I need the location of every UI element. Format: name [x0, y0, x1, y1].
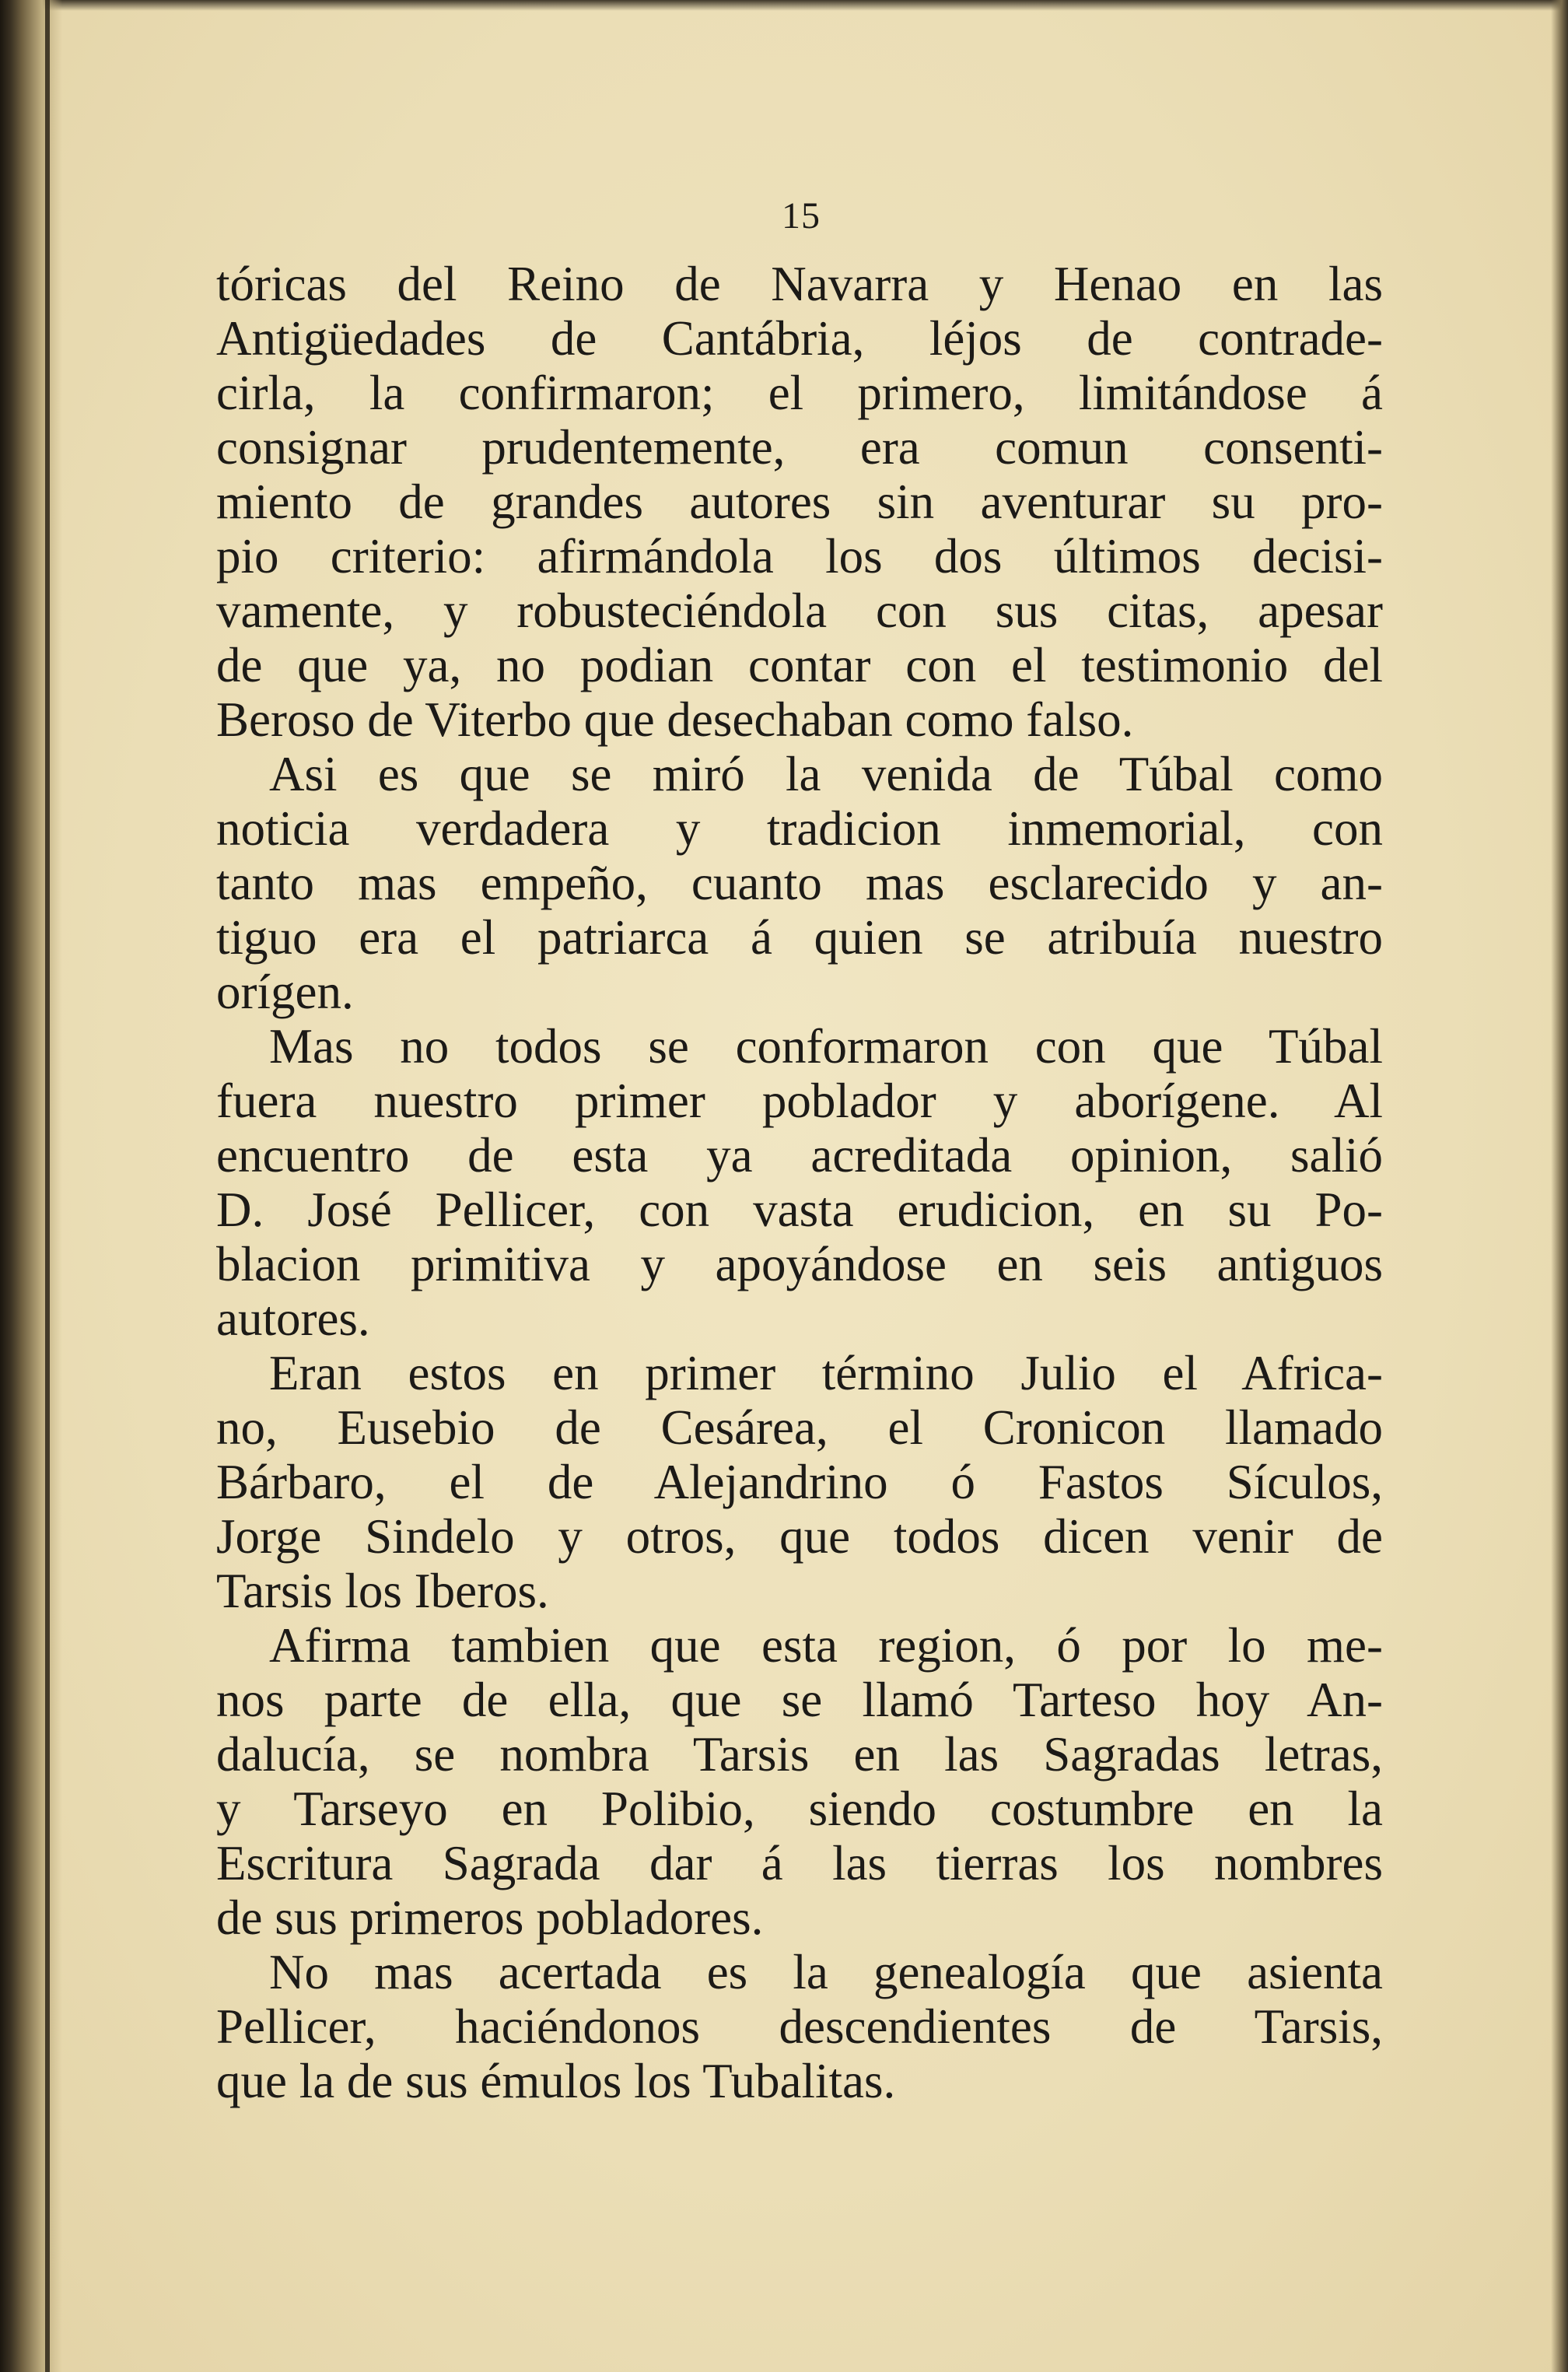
text-line: blacion primitiva y apoyándose en seis antiguos	[216, 1237, 1383, 1291]
page-top-edge	[0, 0, 1568, 11]
text-line: cirla, la confirmaron; el primero, limitándose á	[216, 366, 1383, 420]
text-line: dalucía, se nombra Tarsis en las Sagradas letras,	[216, 1727, 1383, 1782]
text-line: Jorge Sindelo y otros, que todos dicen venir de	[216, 1509, 1383, 1564]
text-line: Mas no todos se conformaron con que Túbal	[269, 1019, 1383, 1074]
text-line: Beroso de Viterbo que desechaban como falso.	[216, 692, 1134, 747]
text-line: tóricas del Reino de Navarra y Henao en las	[216, 257, 1383, 311]
page-number: 15	[782, 195, 821, 236]
text-line: Bárbaro, el de Alejandrino ó Fastos Sículos,	[216, 1455, 1383, 1509]
text-line: Escritura Sagrada dar á las tierras los nombres	[216, 1836, 1383, 1890]
text-line: D. José Pellicer, con vasta erudicion, en su Po-	[216, 1182, 1383, 1237]
text-line: Afirma tambien que esta region, ó por lo me-	[269, 1618, 1383, 1673]
text-line: miento de grandes autores sin aventurar su pro-	[216, 475, 1383, 529]
text-line: tiguo era el patriarca á quien se atribuía nuestro	[216, 910, 1383, 965]
text-line: de que ya, no podian contar con el testimonio del	[216, 638, 1383, 692]
body-text	[216, 257, 1383, 2108]
text-line: pio criterio: afirmándola los dos últimos decisi-	[216, 529, 1383, 583]
text-line: fuera nuestro primer poblador y aborígene. Al	[216, 1074, 1383, 1128]
text-line: noticia verdadera y tradicion inmemorial, con	[216, 801, 1383, 856]
text-line: tanto mas empeño, cuanto mas esclarecido y an-	[216, 856, 1383, 910]
book-spine-line	[45, 0, 50, 2372]
text-line: Antigüedades de Cantábria, léjos de contrade-	[216, 311, 1383, 366]
text-line: Pellicer, haciéndonos descendientes de Tarsis,	[216, 1999, 1383, 2054]
text-line: Asi es que se miró la venida de Túbal como	[269, 747, 1383, 801]
page-right-edge	[1551, 0, 1568, 2372]
text-line: Eran estos en primer término Julio el Africa-	[269, 1346, 1383, 1400]
text-line: No mas acertada es la genealogía que asienta	[269, 1945, 1383, 1999]
text-line: consignar prudentemente, era comun consenti-	[216, 420, 1383, 475]
text-line: de sus primeros pobladores.	[216, 1890, 764, 1945]
text-line: orígen.	[216, 965, 354, 1019]
text-line: encuentro de esta ya acreditada opinion, salió	[216, 1128, 1383, 1182]
text-line: que la de sus émulos los Tubalitas.	[216, 2054, 896, 2108]
text-line: vamente, y robusteciéndola con sus citas, apesar	[216, 583, 1383, 638]
text-line: nos parte de ella, que se llamó Tarteso hoy An-	[216, 1673, 1383, 1727]
text-line: autores.	[216, 1291, 370, 1346]
book-spine-shadow	[0, 0, 62, 2372]
text-line: y Tarseyo en Polibio, siendo costumbre en la	[216, 1782, 1383, 1836]
text-line: no, Eusebio de Cesárea, el Cronicon llamado	[216, 1400, 1383, 1455]
text-line: Tarsis los Iberos.	[216, 1564, 549, 1618]
